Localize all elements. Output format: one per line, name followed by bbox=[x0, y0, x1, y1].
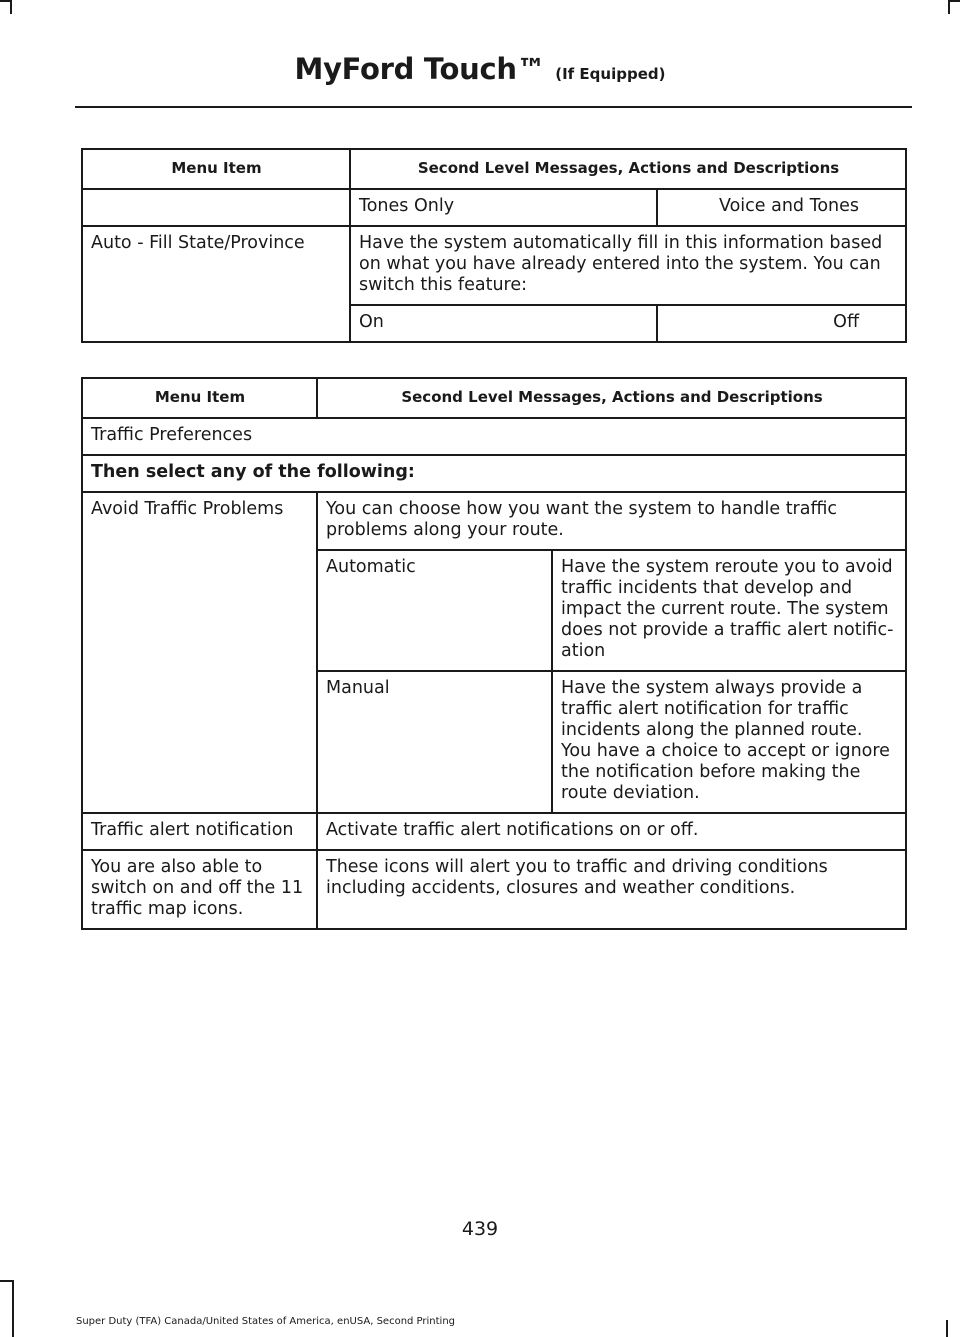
page-number: 439 bbox=[461, 1218, 499, 1240]
description-cell: These icons will alert you to traffic and driving conditions including accidents, closures and weather conditions. bbox=[317, 850, 906, 929]
table-header-row bbox=[82, 149, 906, 189]
crop-mark bbox=[946, 1320, 948, 1337]
header-rule bbox=[75, 106, 912, 108]
settings-table-2 bbox=[81, 377, 907, 930]
description-cell: You can choose how you want the system to handle traffic problems along your route. bbox=[317, 492, 906, 550]
crop-mark bbox=[0, 0, 10, 2]
settings-table-1 bbox=[81, 148, 907, 343]
footer-text: Super Duty (TFA) Canada/United States of America, enUSA, Second Printing bbox=[76, 1316, 456, 1327]
table-row bbox=[82, 492, 906, 550]
option-description-cell: Have the system always provide a traffic alert notification for traffic incidents along the planned route. You have a choice to accept or ignore the notification before making the route deviation. bbox=[552, 671, 906, 813]
table-row bbox=[82, 850, 906, 929]
column-header-descriptions: Second Level Messages, Actions and Descriptions bbox=[350, 149, 906, 189]
menu-item-cell: Auto - Fill State/Province bbox=[82, 226, 350, 342]
option-cell: Manual bbox=[317, 671, 552, 813]
option-cell: Automatic bbox=[317, 550, 552, 671]
column-header-descriptions: Second Level Messages, Actions and Descriptions bbox=[317, 378, 906, 418]
option-cell: Off bbox=[657, 305, 906, 342]
page-header bbox=[0, 52, 960, 86]
section-label: Traffic Preferences bbox=[82, 418, 906, 455]
table-row bbox=[82, 455, 906, 492]
crop-mark bbox=[948, 0, 950, 14]
table-row bbox=[82, 813, 906, 850]
section-instruction: Then select any of the following: bbox=[82, 455, 906, 492]
crop-mark bbox=[950, 0, 960, 2]
column-header-menu-item: Menu Item bbox=[82, 378, 317, 418]
description-cell: Activate traffic alert notifications on or off. bbox=[317, 813, 906, 850]
page-subtitle: (If Equipped) bbox=[555, 65, 666, 83]
menu-item-cell: Avoid Traffic Problems bbox=[82, 492, 317, 813]
table-row bbox=[82, 418, 906, 455]
empty-cell bbox=[82, 189, 350, 226]
table-header-row bbox=[82, 378, 906, 418]
page-title: MyFord Touch™ bbox=[294, 52, 546, 86]
crop-mark bbox=[0, 1280, 12, 1282]
crop-mark bbox=[12, 1280, 14, 1337]
table-row bbox=[82, 189, 906, 226]
menu-item-cell: Traffic alert notification bbox=[82, 813, 317, 850]
column-header-menu-item: Menu Item bbox=[82, 149, 350, 189]
option-description-cell: Have the system reroute you to avoid traffic incidents that develop and impact the current route. The system does not provide a traffic alert notific-ation bbox=[552, 550, 906, 671]
option-cell: Tones Only bbox=[350, 189, 657, 226]
option-cell: On bbox=[350, 305, 657, 342]
crop-mark bbox=[10, 0, 12, 14]
table-row bbox=[82, 226, 906, 305]
menu-item-cell: You are also able to switch on and off the 11 traffic map icons. bbox=[82, 850, 317, 929]
option-cell: Voice and Tones bbox=[657, 189, 906, 226]
description-cell: Have the system automatically fill in this information based on what you have already entered into the system. You can switch this feature: bbox=[350, 226, 906, 305]
